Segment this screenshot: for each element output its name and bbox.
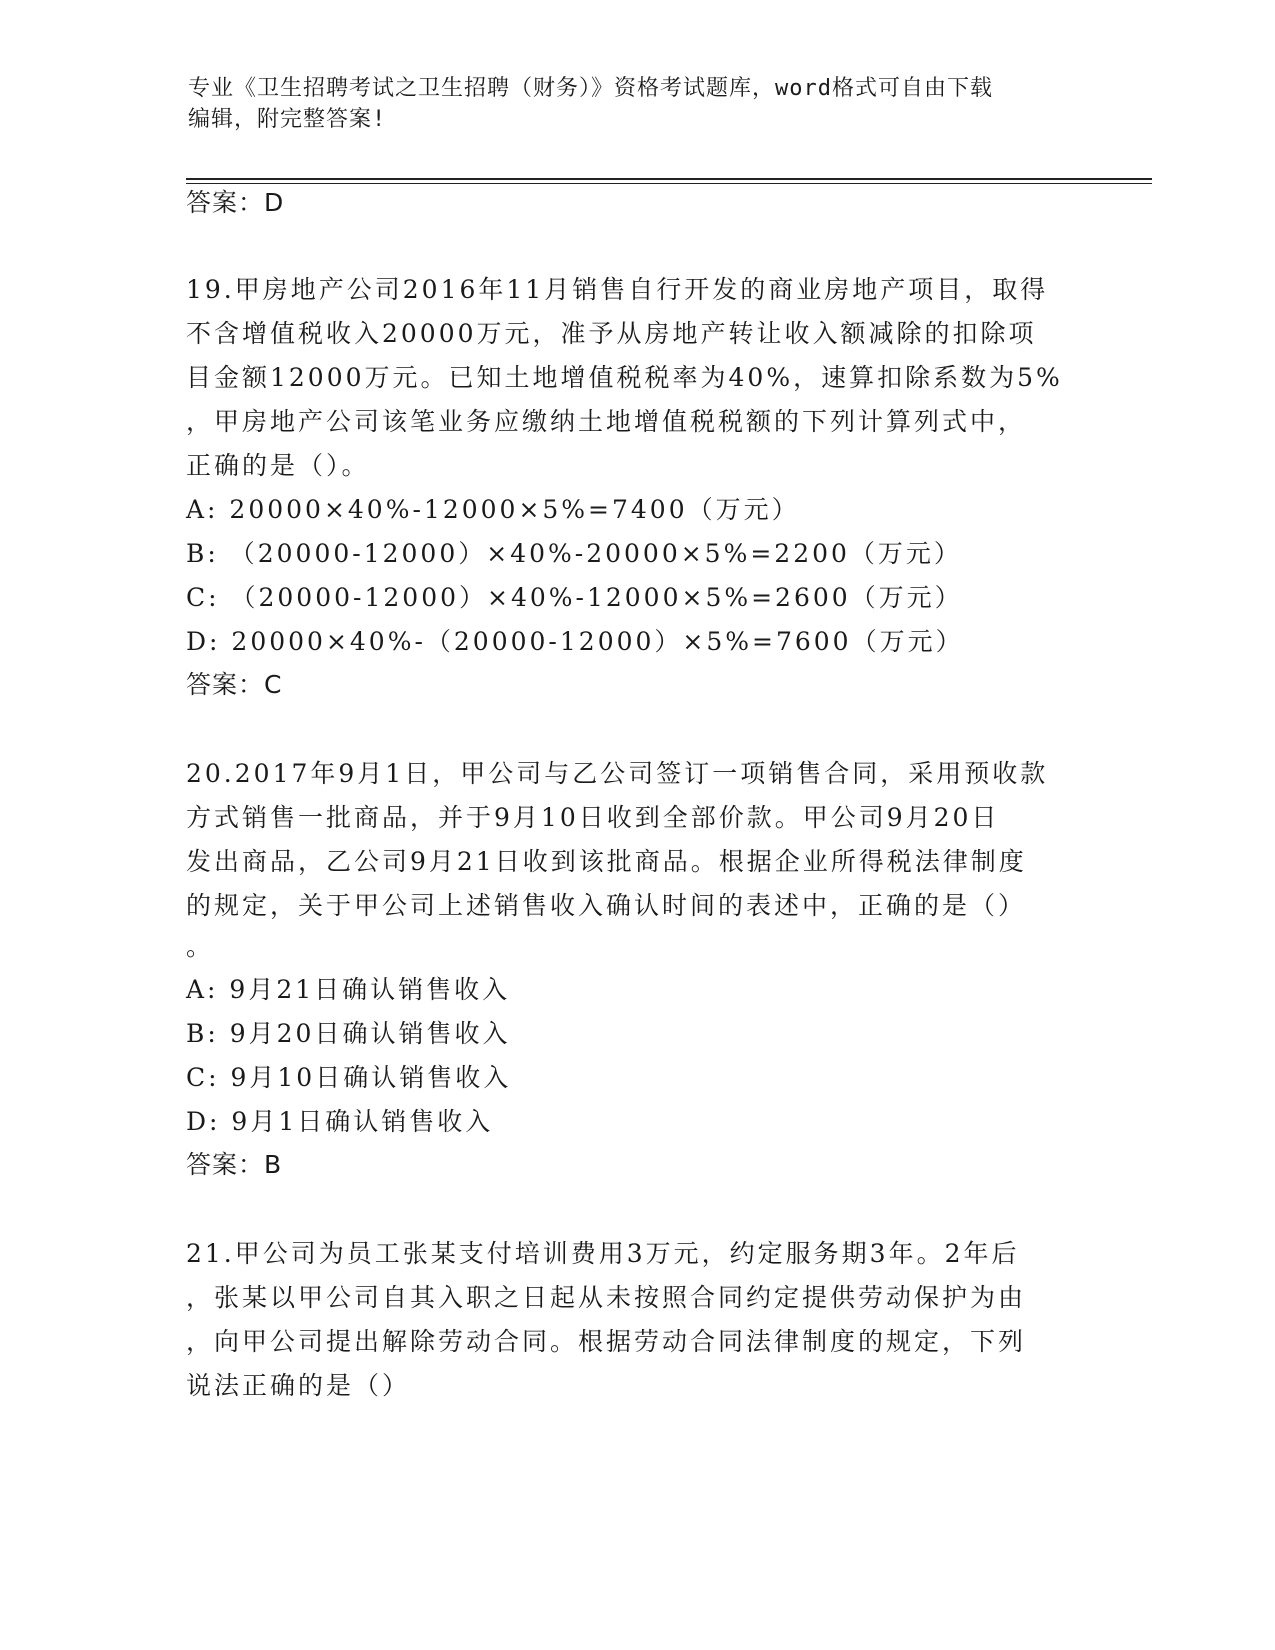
q21-stem-line-2: ，张某以甲公司自其入职之日起从未按照合同约定提供劳动保护为由 xyxy=(186,1283,1027,1312)
q19-stem-line-4: ，甲房地产公司该笔业务应缴纳土地增值税税额的下列计算列式中， xyxy=(186,407,1027,436)
header-line-2: 编辑，附完整答案! xyxy=(188,107,387,132)
q21-stem-line-1: 21.甲公司为员工张某支付培训费用3万元，约定服务期3年。2年后 xyxy=(186,1239,1020,1268)
header-divider-thick xyxy=(186,178,1152,180)
q19-stem-line-1: 19.甲房地产公司2016年11月销售自行开发的商业房地产项目，取得 xyxy=(186,275,1049,304)
q20-option-c: C: 9月10日确认销售收入 xyxy=(186,1063,512,1092)
q20-option-b: B: 9月20日确认销售收入 xyxy=(186,1019,511,1048)
q19-stem-line-3: 目金额12000万元。已知土地增值税税率为40%，速算扣除系数为5% xyxy=(186,363,1063,392)
q20-stem-line-5: 。 xyxy=(186,932,215,961)
header-divider-thin xyxy=(186,183,1152,184)
q19-option-a: A: 20000×40%-12000×5%=7400（万元） xyxy=(186,495,800,524)
q20-stem-line-1: 20.2017年9月1日，甲公司与乙公司签订一项销售合同，采用预收款 xyxy=(186,759,1049,788)
q19-option-c: C: （20000-12000）×40%-12000×5%=2600（万元） xyxy=(186,583,963,612)
q19-stem-line-5: 正确的是（）。 xyxy=(186,451,370,480)
q20-answer: 答案：B xyxy=(186,1150,283,1179)
q20-option-a: A: 9月21日确认销售收入 xyxy=(186,975,511,1004)
q20-option-d: D: 9月1日确认销售收入 xyxy=(186,1107,494,1136)
answer-previous: 答案：D xyxy=(186,188,285,217)
q19-option-b: B: （20000-12000）×40%-20000×5%=2200（万元） xyxy=(186,539,962,568)
q19-option-d: D: 20000×40%-（20000-12000）×5%=7600（万元） xyxy=(186,627,964,656)
q19-stem-line-2: 不含增值税收入20000万元，准予从房地产转让收入额减除的扣除项 xyxy=(186,319,1037,348)
q20-stem-line-2: 方式销售一批商品，并于9月10日收到全部价款。甲公司9月20日 xyxy=(186,803,1000,832)
q19-answer: 答案：C xyxy=(186,670,283,699)
q21-stem-line-3: ，向甲公司提出解除劳动合同。根据劳动合同法律制度的规定，下列 xyxy=(186,1327,1027,1356)
document-header xyxy=(188,73,1088,135)
q21-stem-line-4: 说法正确的是（） xyxy=(186,1371,411,1400)
q20-stem-line-4: 的规定，关于甲公司上述销售收入确认时间的表述中，正确的是（） xyxy=(186,891,1027,920)
header-line-1: 专业《卫生招聘考试之卫生招聘（财务）》资格考试题库，word格式可自由下载 xyxy=(188,76,993,101)
q20-stem-line-3: 发出商品，乙公司9月21日收到该批商品。根据企业所得税法律制度 xyxy=(186,847,1027,876)
